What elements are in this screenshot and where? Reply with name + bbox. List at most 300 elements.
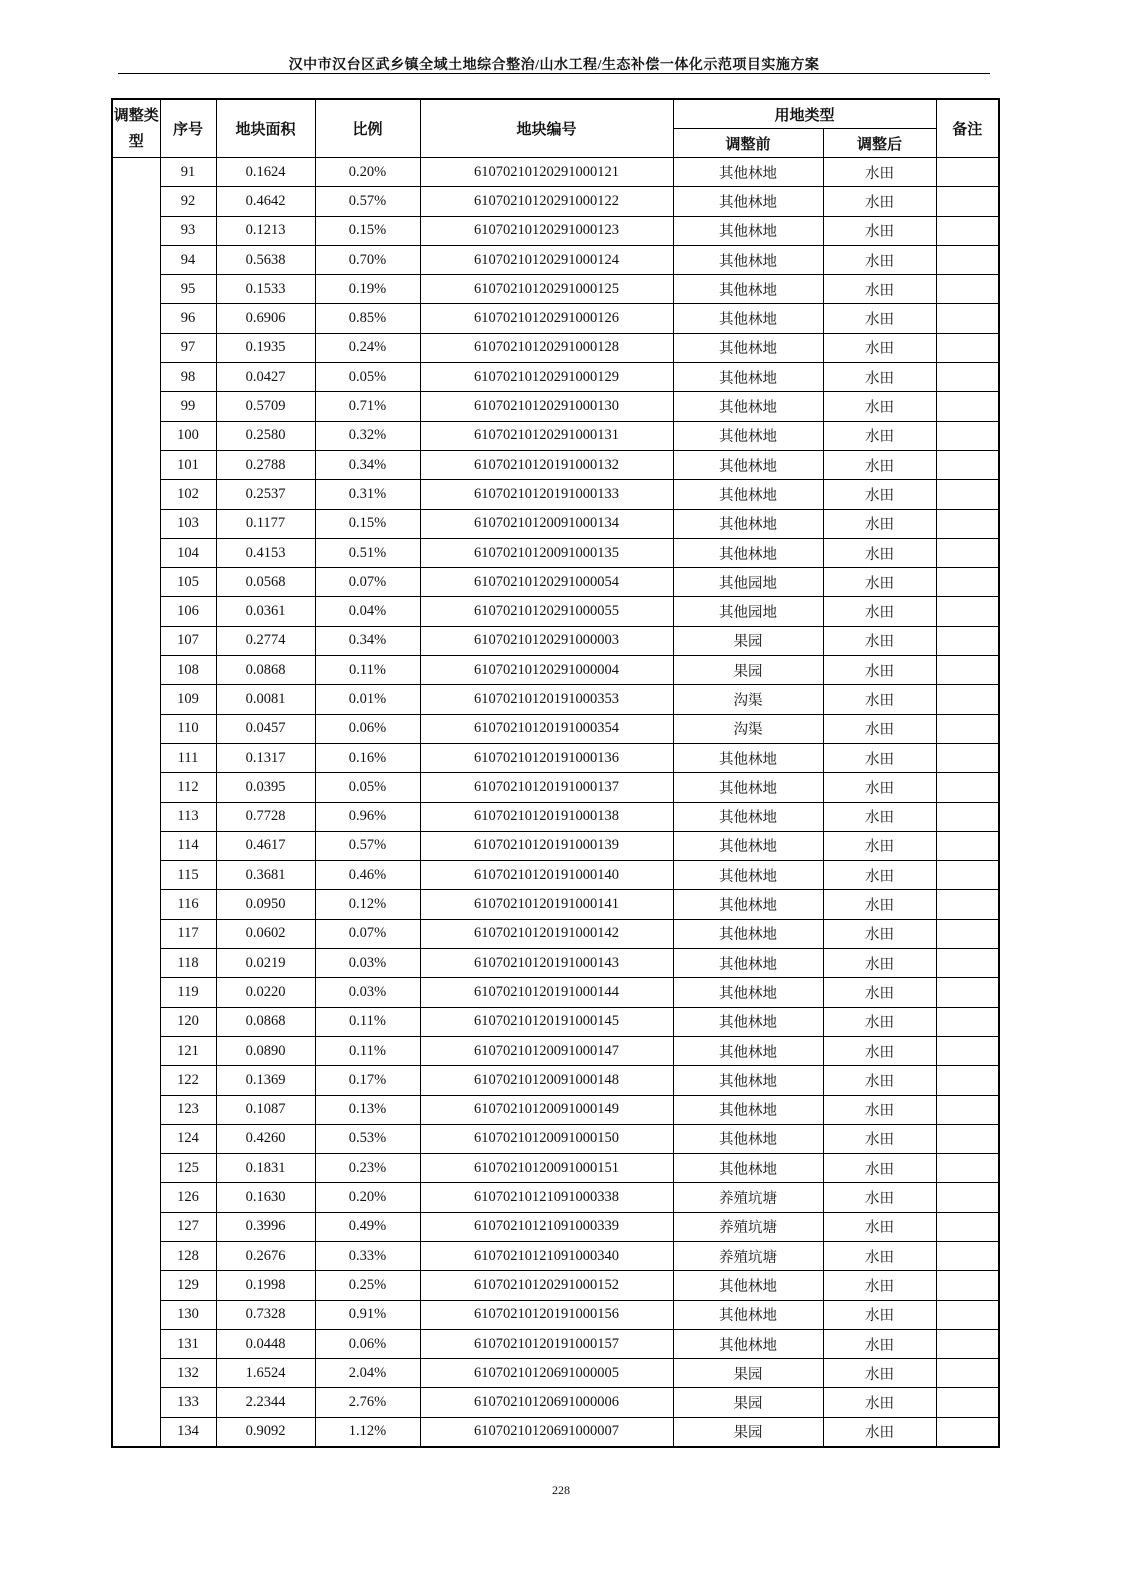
cell-after: 水田 [823, 919, 936, 948]
cell-area: 0.2580 [216, 421, 315, 450]
cell-area: 0.1317 [216, 743, 315, 772]
cell-seq: 129 [160, 1271, 216, 1300]
cell-after: 水田 [823, 1124, 936, 1153]
cell-before: 其他林地 [673, 421, 823, 450]
cell-remarks [936, 861, 999, 890]
cell-before: 果园 [673, 1388, 823, 1417]
cell-parcel-code: 61070210120091000148 [420, 1066, 673, 1095]
table-row [112, 802, 999, 831]
cell-seq: 98 [160, 363, 216, 392]
header-ratio: 比例 [315, 99, 420, 158]
cell-seq: 91 [160, 158, 216, 187]
table-row [112, 333, 999, 362]
cell-ratio: 0.20% [315, 158, 420, 187]
cell-ratio: 0.34% [315, 626, 420, 655]
cell-ratio: 0.01% [315, 685, 420, 714]
cell-seq: 94 [160, 245, 216, 274]
cell-before: 其他林地 [673, 1095, 823, 1124]
cell-parcel-code: 61070210120191000145 [420, 1007, 673, 1036]
cell-ratio: 0.53% [315, 1124, 420, 1153]
cell-area: 0.0081 [216, 685, 315, 714]
cell-before: 其他林地 [673, 480, 823, 509]
cell-ratio: 0.91% [315, 1300, 420, 1329]
cell-seq: 125 [160, 1154, 216, 1183]
header-land-use-type: 用地类型 [673, 99, 936, 129]
cell-parcel-code: 61070210120191000140 [420, 861, 673, 890]
cell-ratio: 0.32% [315, 421, 420, 450]
cell-remarks [936, 773, 999, 802]
cell-after: 水田 [823, 509, 936, 538]
cell-seq: 106 [160, 597, 216, 626]
cell-remarks [936, 656, 999, 685]
cell-ratio: 0.07% [315, 919, 420, 948]
cell-seq: 112 [160, 773, 216, 802]
cell-area: 2.2344 [216, 1388, 315, 1417]
cell-after: 水田 [823, 1036, 936, 1065]
cell-remarks [936, 1417, 999, 1447]
cell-ratio: 0.03% [315, 949, 420, 978]
cell-before: 其他林地 [673, 158, 823, 187]
cell-remarks [936, 538, 999, 567]
cell-before: 其他林地 [673, 1154, 823, 1183]
cell-seq: 124 [160, 1124, 216, 1153]
cell-after: 水田 [823, 1154, 936, 1183]
cell-after: 水田 [823, 450, 936, 479]
cell-remarks [936, 685, 999, 714]
cell-ratio: 0.16% [315, 743, 420, 772]
cell-remarks [936, 333, 999, 362]
cell-seq: 113 [160, 802, 216, 831]
header-area: 地块面积 [216, 99, 315, 158]
cell-before: 其他林地 [673, 949, 823, 978]
page-header-title: 汉中市汉台区武乡镇全域土地综合整治/山水工程/生态补偿一体化示范项目实施方案 [288, 58, 820, 73]
cell-after: 水田 [823, 187, 936, 216]
cell-remarks [936, 450, 999, 479]
cell-seq: 101 [160, 450, 216, 479]
cell-parcel-code: 61070210120291000123 [420, 216, 673, 245]
cell-remarks [936, 1007, 999, 1036]
cell-remarks [936, 597, 999, 626]
cell-area: 0.0220 [216, 978, 315, 1007]
cell-area: 0.4617 [216, 831, 315, 860]
cell-remarks [936, 187, 999, 216]
table-row [112, 1329, 999, 1358]
cell-remarks [936, 304, 999, 333]
cell-area: 0.1087 [216, 1095, 315, 1124]
cell-parcel-code: 61070210120691000005 [420, 1359, 673, 1388]
table-row [112, 1036, 999, 1065]
table-row [112, 919, 999, 948]
cell-ratio: 0.13% [315, 1095, 420, 1124]
cell-after: 水田 [823, 743, 936, 772]
cell-remarks [936, 1036, 999, 1065]
cell-ratio: 0.15% [315, 509, 420, 538]
cell-seq: 108 [160, 656, 216, 685]
cell-seq: 93 [160, 216, 216, 245]
cell-ratio: 0.96% [315, 802, 420, 831]
table-row [112, 480, 999, 509]
table-row [112, 158, 999, 187]
cell-before: 其他林地 [673, 245, 823, 274]
cell-seq: 119 [160, 978, 216, 1007]
cell-remarks [936, 363, 999, 392]
cell-area: 0.0568 [216, 568, 315, 597]
cell-area: 0.1831 [216, 1154, 315, 1183]
cell-parcel-code: 61070210120291000131 [420, 421, 673, 450]
land-adjustment-table [111, 98, 1000, 1448]
cell-parcel-code: 61070210120191000139 [420, 831, 673, 860]
header-remarks: 备注 [936, 99, 999, 158]
cell-after: 水田 [823, 1183, 936, 1212]
cell-area: 0.0427 [216, 363, 315, 392]
table-row [112, 1095, 999, 1124]
cell-before: 其他林地 [673, 1329, 823, 1358]
cell-parcel-code: 61070210120291000004 [420, 656, 673, 685]
cell-ratio: 0.15% [315, 216, 420, 245]
cell-ratio: 0.70% [315, 245, 420, 274]
table-row [112, 714, 999, 743]
cell-area: 0.1533 [216, 275, 315, 304]
cell-seq: 110 [160, 714, 216, 743]
cell-remarks [936, 890, 999, 919]
cell-parcel-code: 61070210120091000134 [420, 509, 673, 538]
cell-area: 1.6524 [216, 1359, 315, 1388]
cell-area: 0.3681 [216, 861, 315, 890]
cell-seq: 99 [160, 392, 216, 421]
table-row [112, 304, 999, 333]
cell-seq: 133 [160, 1388, 216, 1417]
cell-remarks [936, 1329, 999, 1358]
cell-area: 0.9092 [216, 1417, 315, 1447]
cell-ratio: 0.12% [315, 890, 420, 919]
cell-seq: 120 [160, 1007, 216, 1036]
cell-after: 水田 [823, 421, 936, 450]
cell-remarks [936, 480, 999, 509]
table-row [112, 773, 999, 802]
cell-area: 0.5709 [216, 392, 315, 421]
cell-parcel-code: 61070210120091000147 [420, 1036, 673, 1065]
cell-after: 水田 [823, 626, 936, 655]
cell-area: 0.0868 [216, 656, 315, 685]
cell-before: 其他林地 [673, 861, 823, 890]
cell-ratio: 2.76% [315, 1388, 420, 1417]
cell-area: 0.0395 [216, 773, 315, 802]
cell-after: 水田 [823, 275, 936, 304]
cell-before: 其他林地 [673, 392, 823, 421]
cell-seq: 116 [160, 890, 216, 919]
header-rule [118, 73, 990, 74]
table-row [112, 1388, 999, 1417]
cell-remarks [936, 919, 999, 948]
cell-area: 0.1630 [216, 1183, 315, 1212]
table-row [112, 685, 999, 714]
cell-parcel-code: 61070210120291000128 [420, 333, 673, 362]
cell-ratio: 0.51% [315, 538, 420, 567]
cell-after: 水田 [823, 831, 936, 860]
cell-parcel-code: 61070210120291000055 [420, 597, 673, 626]
cell-before: 其他林地 [673, 333, 823, 362]
cell-after: 水田 [823, 861, 936, 890]
cell-area: 0.4642 [216, 187, 315, 216]
cell-before: 其他林地 [673, 1271, 823, 1300]
cell-area: 0.0361 [216, 597, 315, 626]
cell-remarks [936, 421, 999, 450]
cell-parcel-code: 61070210120091000151 [420, 1154, 673, 1183]
cell-ratio: 0.46% [315, 861, 420, 890]
cell-parcel-code: 61070210120291000122 [420, 187, 673, 216]
cell-parcel-code: 61070210120691000006 [420, 1388, 673, 1417]
cell-seq: 123 [160, 1095, 216, 1124]
cell-ratio: 2.04% [315, 1359, 420, 1388]
table-row [112, 187, 999, 216]
cell-remarks [936, 978, 999, 1007]
cell-before: 沟渠 [673, 685, 823, 714]
cell-seq: 105 [160, 568, 216, 597]
cell-remarks [936, 1212, 999, 1241]
table-row [112, 743, 999, 772]
table-row [112, 949, 999, 978]
cell-remarks [936, 949, 999, 978]
cell-remarks [936, 1271, 999, 1300]
table-row [112, 363, 999, 392]
cell-parcel-code: 61070210120191000132 [420, 450, 673, 479]
table-row [112, 1300, 999, 1329]
cell-area: 0.0457 [216, 714, 315, 743]
cell-before: 其他林地 [673, 1036, 823, 1065]
cell-area: 0.4260 [216, 1124, 315, 1153]
cell-before: 其他林地 [673, 978, 823, 1007]
page-number: 228 [552, 1483, 570, 1497]
cell-ratio: 0.07% [315, 568, 420, 597]
cell-parcel-code: 61070210120291000124 [420, 245, 673, 274]
cell-ratio: 0.05% [315, 363, 420, 392]
cell-area: 0.0890 [216, 1036, 315, 1065]
cell-seq: 132 [160, 1359, 216, 1388]
cell-parcel-code: 61070210120691000007 [420, 1417, 673, 1447]
cell-seq: 92 [160, 187, 216, 216]
cell-remarks [936, 216, 999, 245]
cell-before: 其他林地 [673, 216, 823, 245]
cell-ratio: 0.25% [315, 1271, 420, 1300]
cell-before: 其他林地 [673, 1124, 823, 1153]
table-row [112, 890, 999, 919]
cell-remarks [936, 802, 999, 831]
cell-parcel-code: 61070210120291000130 [420, 392, 673, 421]
cell-after: 水田 [823, 363, 936, 392]
cell-parcel-code: 61070210120191000353 [420, 685, 673, 714]
cell-before: 其他林地 [673, 363, 823, 392]
cell-parcel-code: 61070210120291000129 [420, 363, 673, 392]
cell-area: 0.0219 [216, 949, 315, 978]
cell-adjust-type [112, 158, 160, 1448]
cell-before: 果园 [673, 1359, 823, 1388]
table-row [112, 509, 999, 538]
table-row [112, 275, 999, 304]
table-row [112, 861, 999, 890]
cell-parcel-code: 61070210120191000137 [420, 773, 673, 802]
cell-remarks [936, 392, 999, 421]
cell-seq: 100 [160, 421, 216, 450]
cell-ratio: 0.33% [315, 1241, 420, 1270]
table-row [112, 597, 999, 626]
cell-before: 其他林地 [673, 743, 823, 772]
cell-after: 水田 [823, 1300, 936, 1329]
cell-seq: 118 [160, 949, 216, 978]
header-adjust-type: 调整类型 [112, 99, 160, 158]
cell-remarks [936, 1241, 999, 1270]
cell-parcel-code: 61070210120291000126 [420, 304, 673, 333]
cell-seq: 134 [160, 1417, 216, 1447]
cell-parcel-code: 61070210120291000003 [420, 626, 673, 655]
cell-before: 其他园地 [673, 568, 823, 597]
table-row [112, 1417, 999, 1447]
cell-before: 其他林地 [673, 304, 823, 333]
cell-remarks [936, 626, 999, 655]
cell-parcel-code: 61070210120191000142 [420, 919, 673, 948]
cell-ratio: 0.31% [315, 480, 420, 509]
cell-parcel-code: 61070210121091000338 [420, 1183, 673, 1212]
cell-parcel-code: 61070210120091000150 [420, 1124, 673, 1153]
table-row [112, 1183, 999, 1212]
cell-parcel-code: 61070210120091000149 [420, 1095, 673, 1124]
cell-parcel-code: 61070210120291000152 [420, 1271, 673, 1300]
cell-parcel-code: 61070210120191000138 [420, 802, 673, 831]
cell-seq: 95 [160, 275, 216, 304]
cell-seq: 111 [160, 743, 216, 772]
cell-remarks [936, 714, 999, 743]
cell-area: 0.2774 [216, 626, 315, 655]
table-row [112, 1154, 999, 1183]
cell-remarks [936, 1066, 999, 1095]
cell-before: 其他林地 [673, 831, 823, 860]
cell-before: 其他林地 [673, 1300, 823, 1329]
cell-after: 水田 [823, 890, 936, 919]
cell-seq: 127 [160, 1212, 216, 1241]
table-row [112, 978, 999, 1007]
cell-remarks [936, 831, 999, 860]
cell-seq: 117 [160, 919, 216, 948]
cell-after: 水田 [823, 1007, 936, 1036]
header-after: 调整后 [823, 129, 936, 158]
table-row [112, 1066, 999, 1095]
cell-parcel-code: 61070210121091000339 [420, 1212, 673, 1241]
cell-parcel-code: 61070210120191000133 [420, 480, 673, 509]
cell-after: 水田 [823, 538, 936, 567]
cell-parcel-code: 61070210120191000354 [420, 714, 673, 743]
cell-after: 水田 [823, 392, 936, 421]
cell-ratio: 0.04% [315, 597, 420, 626]
cell-area: 0.0868 [216, 1007, 315, 1036]
cell-remarks [936, 158, 999, 187]
cell-after: 水田 [823, 714, 936, 743]
cell-seq: 96 [160, 304, 216, 333]
cell-ratio: 0.24% [315, 333, 420, 362]
cell-seq: 114 [160, 831, 216, 860]
cell-area: 0.3996 [216, 1212, 315, 1241]
table-row [112, 392, 999, 421]
cell-before: 其他林地 [673, 1066, 823, 1095]
cell-parcel-code: 61070210120291000054 [420, 568, 673, 597]
cell-parcel-code: 61070210120191000156 [420, 1300, 673, 1329]
cell-remarks [936, 1300, 999, 1329]
table-row [112, 538, 999, 567]
cell-after: 水田 [823, 1095, 936, 1124]
cell-ratio: 0.11% [315, 1036, 420, 1065]
cell-seq: 104 [160, 538, 216, 567]
cell-parcel-code: 61070210121091000340 [420, 1241, 673, 1270]
cell-before: 果园 [673, 626, 823, 655]
table-row [112, 1241, 999, 1270]
cell-before: 其他林地 [673, 538, 823, 567]
cell-before: 其他林地 [673, 773, 823, 802]
table-row [112, 656, 999, 685]
cell-before: 其他林地 [673, 187, 823, 216]
cell-ratio: 0.06% [315, 714, 420, 743]
cell-area: 0.0448 [216, 1329, 315, 1358]
cell-before: 其他林地 [673, 919, 823, 948]
cell-after: 水田 [823, 802, 936, 831]
cell-seq: 109 [160, 685, 216, 714]
cell-parcel-code: 61070210120091000135 [420, 538, 673, 567]
cell-ratio: 0.19% [315, 275, 420, 304]
cell-parcel-code: 61070210120291000125 [420, 275, 673, 304]
table-row [112, 421, 999, 450]
table-row [112, 1212, 999, 1241]
cell-ratio: 0.71% [315, 392, 420, 421]
cell-ratio: 0.57% [315, 831, 420, 860]
cell-area: 0.2788 [216, 450, 315, 479]
cell-parcel-code: 61070210120191000157 [420, 1329, 673, 1358]
cell-area: 0.1935 [216, 333, 315, 362]
header-seq: 序号 [160, 99, 216, 158]
cell-area: 0.4153 [216, 538, 315, 567]
cell-after: 水田 [823, 1388, 936, 1417]
cell-after: 水田 [823, 216, 936, 245]
cell-ratio: 0.49% [315, 1212, 420, 1241]
cell-before: 其他林地 [673, 802, 823, 831]
cell-before: 其他园地 [673, 597, 823, 626]
cell-area: 0.5638 [216, 245, 315, 274]
cell-after: 水田 [823, 656, 936, 685]
header-before: 调整前 [673, 129, 823, 158]
cell-after: 水田 [823, 1417, 936, 1447]
cell-ratio: 0.57% [315, 187, 420, 216]
cell-before: 养殖坑塘 [673, 1212, 823, 1241]
cell-ratio: 0.17% [315, 1066, 420, 1095]
table-row [112, 1359, 999, 1388]
cell-area: 0.1213 [216, 216, 315, 245]
cell-seq: 126 [160, 1183, 216, 1212]
cell-ratio: 0.20% [315, 1183, 420, 1212]
cell-after: 水田 [823, 1271, 936, 1300]
cell-seq: 121 [160, 1036, 216, 1065]
table-row [112, 1271, 999, 1300]
cell-after: 水田 [823, 480, 936, 509]
cell-seq: 122 [160, 1066, 216, 1095]
cell-parcel-code: 610702101202910001​21 [420, 158, 673, 187]
cell-remarks [936, 568, 999, 597]
cell-after: 水田 [823, 245, 936, 274]
table-row [112, 245, 999, 274]
table-row [112, 626, 999, 655]
cell-after: 水田 [823, 568, 936, 597]
cell-seq: 131 [160, 1329, 216, 1358]
cell-before: 养殖坑塘 [673, 1241, 823, 1270]
cell-area: 0.2676 [216, 1241, 315, 1270]
cell-after: 水田 [823, 1241, 936, 1270]
cell-parcel-code: 61070210120191000141 [420, 890, 673, 919]
cell-after: 水田 [823, 949, 936, 978]
